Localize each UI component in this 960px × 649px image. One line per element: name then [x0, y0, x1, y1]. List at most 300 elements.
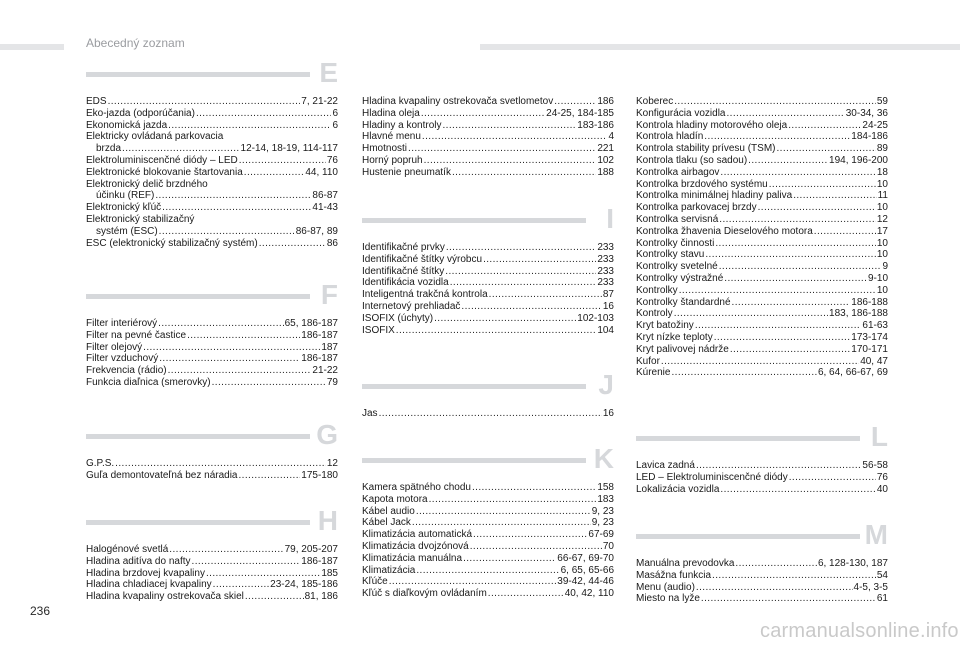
dot-leader — [429, 494, 597, 506]
index-entry-term: Kontrolky výstražné — [636, 272, 724, 284]
dot-leader — [696, 460, 861, 472]
index-entry-term: Menu (audio) — [636, 581, 695, 593]
index-entry-pages: 6, 65, 65-66 — [560, 564, 614, 576]
page-number: 236 — [30, 604, 51, 618]
index-entry — [362, 96, 614, 108]
index-entry-term: Filter vzduchový — [86, 353, 159, 365]
index-entry-term: Kontroly — [636, 308, 673, 320]
index-entry-term: Elektroluminiscenčné diódy – LED — [86, 154, 238, 166]
dot-leader — [748, 155, 828, 167]
index-entry — [86, 318, 338, 330]
index-entry-term: Hustenie pneumatík — [362, 166, 451, 178]
dot-leader — [169, 544, 283, 556]
index-entry-pages: 6 — [332, 107, 338, 119]
index-entry-pages: 221 — [597, 143, 614, 155]
index-entry-term: Lokalizácia vozidla — [636, 483, 720, 495]
index-entry-term: systém (ESC) — [96, 225, 158, 237]
section-divider — [362, 458, 586, 463]
dot-leader — [115, 458, 326, 470]
index-entry — [362, 325, 614, 337]
dot-leader — [196, 108, 331, 120]
index-entry — [636, 167, 888, 179]
dot-leader — [488, 588, 564, 600]
dot-leader — [389, 576, 557, 588]
index-entry — [636, 131, 888, 143]
dot-leader — [259, 238, 326, 250]
index-entry-pages: 233 — [597, 242, 614, 253]
index-entry-pages: 17 — [876, 225, 888, 237]
index-entry-pages: 54 — [876, 569, 888, 581]
dot-leader — [463, 553, 556, 565]
index-entry-pages: 186-188 — [851, 296, 888, 308]
section-divider — [86, 294, 310, 299]
index-entry-term: Klimatizácia manuálna — [362, 552, 463, 564]
index-entry-term: Internetový prehliadač — [362, 300, 461, 312]
index-entry — [636, 297, 888, 309]
index-entry-pages: 12 — [326, 458, 338, 469]
dot-leader — [473, 529, 587, 541]
section-header — [636, 421, 888, 460]
index-entry-term: Kapota motora — [362, 493, 428, 505]
index-entry-pages: 65, 186-187 — [284, 318, 338, 329]
dot-leader — [450, 277, 597, 289]
index-entry-pages: 44, 110 — [305, 166, 338, 178]
index-entry-term: Kontrolka brzdového systému — [636, 178, 768, 190]
index-entry-term: Hladina brzdovej kvapaliny — [86, 567, 205, 579]
index-entry-term: Identifikácia vozidla — [362, 277, 449, 289]
index-entry-term: Kryt batožiny — [636, 320, 694, 332]
index-entry-term: Guľa demontovateľná bez náradia — [86, 469, 238, 481]
index-entry — [362, 541, 614, 553]
index-entry — [636, 593, 888, 605]
index-entry-term: Filter interiérový — [86, 318, 158, 329]
dot-leader — [122, 143, 240, 155]
index-entry-pages: 4 — [608, 131, 614, 143]
dot-leader — [788, 120, 861, 132]
index-entry — [362, 108, 614, 120]
index-entry — [636, 179, 888, 191]
index-entry — [362, 482, 614, 494]
index-entry-pages: 9, 23 — [591, 517, 614, 529]
index-entry — [636, 472, 888, 484]
section-letter: E — [319, 57, 338, 88]
dot-leader — [727, 108, 845, 120]
index-entry — [636, 356, 888, 368]
dot-leader — [461, 301, 601, 313]
index-entry — [636, 558, 888, 570]
index-entry-term: ISOFIX (úchyty) — [362, 312, 434, 324]
index-entry-pages: 79 — [326, 376, 338, 388]
dot-leader — [239, 155, 326, 167]
index-entry-term: Kábel audio — [362, 505, 415, 517]
index-entry — [636, 332, 888, 344]
index-entry-term: Hladiny a kontroly — [362, 119, 442, 131]
index-entry-term: Jas — [362, 408, 378, 419]
index-entry-term: Eko-jazda (odporúčania) — [86, 107, 195, 119]
index-entry-pages: 233 — [597, 277, 614, 289]
index-entry-pages: 16 — [602, 300, 614, 312]
index-entry-pages: 186 — [597, 96, 614, 107]
dot-leader — [769, 179, 876, 191]
index-entry-pages: 23-24, 185-186 — [270, 579, 338, 591]
dot-leader — [674, 308, 828, 320]
index-entry-pages: 18 — [876, 166, 888, 178]
index-entry-pages: 59 — [876, 96, 888, 107]
index-entry-term: Hladina aditíva do nafty — [86, 555, 191, 567]
dot-leader — [724, 273, 867, 285]
index-entry — [636, 460, 888, 472]
index-entry-pages: 16 — [602, 408, 614, 419]
index-entry-pages: 87 — [602, 289, 614, 301]
index-entry-pages: 233 — [597, 253, 614, 265]
index-entry-pages: 67-69 — [588, 529, 614, 541]
section-letter: M — [864, 519, 888, 550]
index-entry-term: Identifikačné prvky — [362, 242, 445, 253]
index-entry-term: Elektronický delič brzdného — [86, 178, 208, 190]
dot-leader — [416, 506, 591, 518]
dot-leader — [671, 367, 816, 379]
index-entry-term: G.P.S. — [86, 458, 115, 469]
index-entry — [86, 214, 338, 226]
index-entry-term: Kontrolky činnosti — [636, 237, 715, 249]
index-entry — [86, 120, 338, 132]
section-divider — [362, 384, 586, 389]
dot-leader — [814, 226, 876, 238]
index-entry — [362, 289, 614, 301]
index-entry-term: Ekonomická jazda — [86, 119, 168, 131]
dot-leader — [108, 96, 301, 108]
index-entry-term: Kontrolky svetelné — [636, 261, 718, 273]
index-entry-pages: 61-63 — [862, 320, 888, 332]
dot-leader — [212, 377, 326, 389]
index-entry — [362, 277, 614, 289]
section-divider — [636, 534, 860, 539]
dot-leader — [705, 249, 876, 261]
index-entry — [636, 96, 888, 108]
index-section-j — [362, 369, 614, 420]
index-entry — [636, 155, 888, 167]
index-entry — [362, 242, 614, 254]
dot-leader — [704, 131, 850, 143]
index-entry-term: Kontrolky stavu — [636, 249, 705, 261]
index-entry-pages: 9, 23 — [591, 505, 614, 517]
index-entry-term: Kontrola stability prívesu (TSM) — [636, 143, 776, 155]
index-entry-term: Funkcia diaľnica (smerovky) — [86, 376, 211, 388]
index-entry-pages: 186-187 — [301, 353, 338, 365]
index-entry — [86, 143, 338, 155]
index-entry-pages: 6, 128-130, 187 — [817, 558, 888, 569]
index-entry-pages: 40 — [876, 483, 888, 495]
dot-leader — [793, 190, 876, 202]
index-column-2 — [362, 96, 614, 600]
index-entry-pages: 10 — [876, 249, 888, 261]
index-entry-term: Masážna funkcia — [636, 569, 712, 581]
index-entry-pages: 233 — [597, 265, 614, 277]
page-header-title: Abecedný zoznam — [86, 36, 185, 50]
dot-leader — [735, 558, 817, 570]
dot-leader — [155, 190, 311, 202]
index-entry — [636, 344, 888, 356]
index-entry-term: Elektronický stabilizačný — [86, 213, 195, 225]
index-section-h — [86, 505, 338, 603]
index-entry — [636, 273, 888, 285]
dot-leader — [412, 517, 591, 529]
dot-leader — [159, 353, 300, 365]
index-entry — [86, 226, 338, 238]
dot-leader — [661, 356, 859, 368]
index-entry-pages: 10 — [876, 237, 888, 249]
section-header — [86, 279, 338, 318]
index-entry-pages: 170-171 — [851, 343, 888, 355]
dot-leader — [695, 320, 862, 332]
index-entry-pages: 183 — [597, 493, 614, 505]
index-entry-term: Kontrolka servisná — [636, 213, 719, 225]
index-entry — [86, 155, 338, 167]
index-entry-pages: 10 — [876, 284, 888, 296]
index-entry-term: Filter na pevné častice — [86, 329, 187, 341]
section-header — [86, 57, 338, 96]
index-entry — [636, 214, 888, 226]
index-entry-term: brzda — [96, 143, 122, 155]
index-entry — [636, 202, 888, 214]
index-entry — [362, 576, 614, 588]
dot-leader — [408, 143, 596, 155]
dot-leader — [446, 242, 596, 254]
index-entry — [636, 570, 888, 582]
index-entry — [636, 120, 888, 132]
index-entry — [86, 108, 338, 120]
dot-leader — [421, 108, 545, 120]
index-entry-term: Lavica zadná — [636, 460, 695, 471]
dot-leader — [416, 565, 559, 577]
index-entry-pages: 4-5, 3-5 — [853, 581, 888, 593]
section-header — [362, 203, 614, 242]
index-entry-pages: 12-14, 18-19, 114-117 — [240, 143, 338, 155]
index-entry-pages: 21-22 — [312, 365, 338, 377]
index-entry-pages: 186-187 — [301, 329, 338, 341]
index-entry-term: Elektricky ovládaná parkovacia — [86, 131, 224, 143]
index-entry-pages: 175-180 — [301, 469, 338, 481]
dot-leader — [489, 289, 602, 301]
index-entry-term: Hmotnosti — [362, 143, 408, 155]
dot-leader — [245, 591, 304, 603]
index-entry — [86, 342, 338, 354]
index-entry-term: Klimatizácia — [362, 564, 416, 576]
index-entry-pages: 186-187 — [301, 555, 338, 567]
index-entry-pages: 10 — [876, 178, 888, 190]
index-entry — [86, 96, 338, 108]
dot-leader — [168, 365, 312, 377]
index-entry-term: Kontrola tlaku (so sadou) — [636, 154, 748, 166]
index-entry — [362, 517, 614, 529]
header-bar-left — [0, 44, 64, 50]
dot-leader — [396, 325, 597, 337]
index-entry-term: EDS — [86, 96, 107, 107]
index-entry-pages: 61 — [876, 593, 888, 605]
dot-leader — [206, 568, 320, 580]
index-entry-term: Miesto na lyže — [636, 593, 700, 605]
index-entry — [86, 470, 338, 482]
index-entry — [86, 190, 338, 202]
index-entry-term: Halogénové svetlá — [86, 544, 169, 555]
index-entry — [86, 591, 338, 603]
index-entry-pages: 6, 64, 66-67, 69 — [817, 367, 888, 379]
index-entry — [636, 226, 888, 238]
index-entry-pages: 12 — [876, 213, 888, 225]
index-section-k — [362, 443, 614, 600]
index-entry — [636, 108, 888, 120]
index-entry-pages: 40, 47 — [860, 355, 888, 367]
index-entry — [362, 408, 614, 420]
index-entry-pages: 39-42, 44-46 — [557, 576, 614, 588]
index-entry-term: Hladina oleja — [362, 107, 420, 119]
index-entry-term: Elektronické blokovanie štartovania — [86, 166, 243, 178]
index-entry-pages: 76 — [326, 154, 338, 166]
index-entry-pages: 184-186 — [851, 131, 888, 143]
index-entry-term: Kontrola hladiny motorového oleja — [636, 119, 788, 131]
index-entry-pages: 102 — [597, 154, 614, 166]
index-entry-term: Kábel Jack — [362, 517, 411, 529]
index-entry-pages: 183, 186-188 — [829, 308, 888, 320]
index-section-h-continued — [362, 96, 614, 179]
dot-leader — [732, 297, 851, 309]
index-entry-pages: 102-103 — [577, 312, 614, 324]
dot-leader — [213, 579, 270, 591]
index-entry — [636, 143, 888, 155]
index-entry — [636, 238, 888, 250]
index-entry-term: Kontrolka parkovacej brzdy — [636, 202, 757, 214]
section-header — [86, 505, 338, 544]
dot-leader — [158, 318, 283, 330]
index-entry — [362, 529, 614, 541]
index-entry — [362, 565, 614, 577]
dot-leader — [422, 131, 608, 143]
dot-leader — [424, 155, 597, 167]
index-entry — [86, 365, 338, 377]
index-entry-pages: 183-186 — [577, 119, 614, 131]
dot-leader — [452, 167, 596, 179]
dot-leader — [162, 202, 311, 214]
index-entry-term: Hladina kvapaliny ostrekovača skiel — [86, 591, 244, 603]
dot-leader — [712, 570, 876, 582]
index-entry-term: Manuálna prevodovka — [636, 558, 735, 569]
section-divider — [86, 434, 310, 439]
index-entry-pages: 86-87 — [312, 190, 338, 202]
index-entry-pages: 56-58 — [862, 460, 888, 471]
dot-leader — [674, 96, 876, 108]
index-entry-pages: 81, 186 — [304, 591, 338, 603]
index-entry — [362, 155, 614, 167]
index-entry-term: Kufor — [636, 355, 660, 367]
dot-leader — [777, 143, 876, 155]
dot-leader — [679, 285, 876, 297]
index-entry-term: Klimatizácia automatická — [362, 529, 473, 541]
index-section-m — [636, 519, 888, 605]
index-entry-pages: 30-34, 36 — [845, 107, 888, 119]
index-entry — [86, 544, 338, 556]
index-entry-pages: 76 — [876, 471, 888, 483]
index-entry-term: Kontrola hladín — [636, 131, 704, 143]
index-entry-term: Kamera spätného chodu — [362, 482, 471, 493]
index-section-l — [636, 421, 888, 495]
index-entry — [362, 167, 614, 179]
section-divider — [86, 520, 310, 525]
index-entry-pages: 158 — [597, 482, 614, 493]
dot-leader — [789, 472, 876, 484]
index-entry-term: Kontrolka žhavenia Dieselového motora — [636, 225, 813, 237]
index-entry-term: Kryt nízke teploty — [636, 331, 713, 343]
index-entry-term: Klimatizácia dvojzónová — [362, 540, 469, 552]
index-entry-pages: 194, 196-200 — [829, 154, 888, 166]
index-entry-term: Kontrolka airbagov — [636, 166, 720, 178]
dot-leader — [730, 344, 850, 356]
index-entry-pages: 79, 205-207 — [284, 544, 338, 555]
index-entry — [636, 190, 888, 202]
index-section-f — [86, 279, 338, 389]
dot-leader — [159, 226, 295, 238]
section-header — [362, 369, 614, 408]
index-entry-pages: 86 — [326, 237, 338, 249]
index-entry — [86, 131, 338, 143]
dot-leader — [244, 167, 305, 179]
section-letter: L — [870, 421, 888, 452]
dot-leader — [143, 342, 320, 354]
index-entry-term: Frekvencia (rádio) — [86, 365, 167, 377]
index-entry-term: Kontrolka minimálnej hladiny paliva — [636, 190, 793, 202]
section-divider — [636, 436, 860, 441]
index-column-3 — [636, 96, 888, 605]
index-entry-term: Hlavné menu — [362, 131, 421, 143]
section-letter: J — [598, 369, 614, 400]
dot-leader — [696, 582, 853, 594]
dot-leader — [758, 202, 876, 214]
section-header — [86, 419, 338, 458]
index-entry-term: Horný popruh — [362, 154, 423, 166]
dot-leader — [714, 332, 851, 344]
section-divider — [86, 72, 310, 77]
index-entry — [636, 261, 888, 273]
dot-leader — [434, 313, 576, 325]
dot-leader — [192, 556, 301, 568]
index-entry-term: Kľúč s diaľkovým ovládaním — [362, 588, 487, 600]
index-entry — [86, 238, 338, 250]
index-entry — [362, 131, 614, 143]
index-entry-term: Filter olejový — [86, 341, 143, 353]
dot-leader — [442, 120, 576, 132]
dot-leader — [720, 484, 875, 496]
index-entry — [636, 285, 888, 297]
index-entry — [636, 582, 888, 594]
index-entry — [86, 167, 338, 179]
index-entry-term: Konfigurácia vozidla — [636, 107, 726, 119]
index-entry-term: účinku (REF) — [96, 190, 155, 202]
index-entry-pages: 24-25, 184-185 — [546, 107, 614, 119]
index-entry — [86, 579, 338, 591]
index-entry — [86, 377, 338, 389]
index-entry-term: LED – Elektroluminiscenčné diódy — [636, 471, 788, 483]
index-section-e — [86, 57, 338, 249]
index-entry-term: Koberec — [636, 96, 674, 107]
index-entry — [86, 202, 338, 214]
section-divider — [362, 218, 586, 223]
dot-leader — [379, 408, 602, 420]
index-entry-term: Identifikačné štítky výrobcu — [362, 253, 483, 265]
dot-leader — [168, 120, 331, 132]
index-entry — [362, 254, 614, 266]
dot-leader — [715, 238, 876, 250]
dot-leader — [445, 266, 596, 278]
index-entry — [362, 313, 614, 325]
